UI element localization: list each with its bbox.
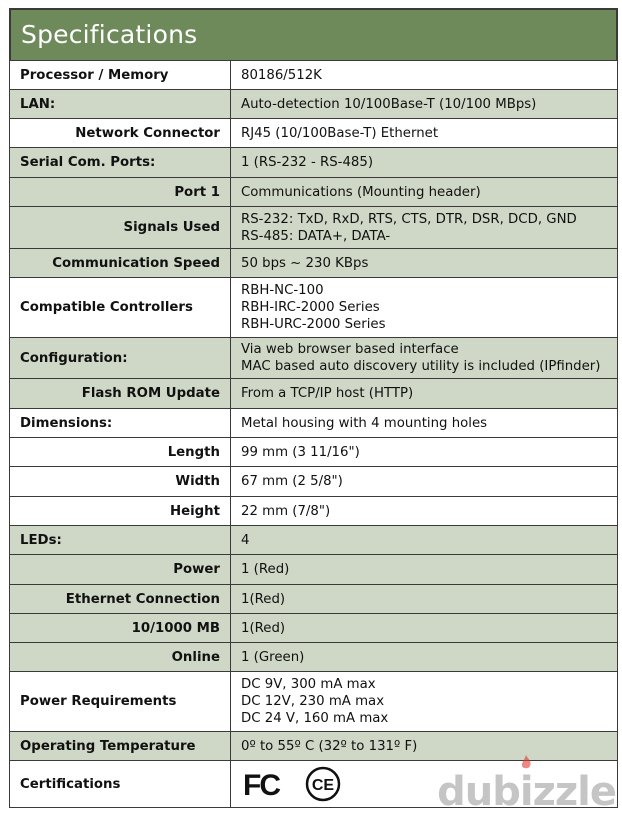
row-value [231, 438, 618, 467]
row-value-line: RBH-URC-2000 Series [241, 317, 386, 332]
row-value [231, 497, 618, 526]
table-row [10, 643, 618, 672]
row-value [231, 555, 618, 585]
row-value-line: Metal housing with 4 mounting holes [241, 415, 488, 431]
table-row [10, 497, 618, 526]
row-label: Processor / Memory [10, 61, 231, 90]
row-value [231, 119, 618, 148]
row-value-line: 0º to 55º C (32º to 131º F) [241, 738, 418, 754]
table-row [10, 672, 618, 732]
table-row [10, 614, 618, 643]
row-label: Height [10, 497, 231, 526]
row-label: Flash ROM Update [10, 379, 231, 409]
table-row [10, 119, 618, 148]
row-value-line: 4 [241, 532, 250, 548]
row-label: Operating Temperature [10, 732, 231, 761]
row-value-line: From a TCP/IP host (HTTP) [241, 386, 414, 401]
specifications-header [9, 8, 618, 60]
row-value [231, 90, 618, 119]
row-label: Ethernet Connection [10, 585, 231, 614]
row-value [231, 614, 618, 643]
ce-logo-icon [305, 766, 341, 802]
row-label: Dimensions: [10, 409, 231, 438]
row-label: Configuration: [10, 338, 231, 379]
table-row [10, 555, 618, 585]
ce-logo-text: CE [311, 777, 335, 794]
table-row [10, 409, 618, 438]
table-row [10, 278, 618, 338]
row-value-line: MAC based auto discovery utility is included (IPfinder) [241, 359, 601, 374]
row-label: Port 1 [10, 178, 231, 207]
row-value [231, 61, 618, 90]
row-value [231, 732, 618, 761]
row-value-line: 1 (RS-232 - RS-485) [241, 155, 374, 170]
table-row [10, 90, 618, 119]
row-value-line: DC 24 V, 160 mA max [241, 711, 389, 726]
row-value-line: 99 mm (3 11/16") [241, 444, 360, 460]
row-value [231, 643, 618, 672]
row-value [231, 148, 618, 178]
table-row [10, 438, 618, 467]
row-label: Serial Com. Ports: [10, 148, 231, 178]
table-row [10, 379, 618, 409]
table-row [10, 207, 618, 249]
row-value [231, 526, 618, 555]
row-value [231, 585, 618, 614]
row-value-line: 1(Red) [241, 591, 286, 607]
row-value-line: Auto-detection 10/100Base-T (10/100 MBps) [241, 96, 537, 112]
row-label: 10/1000 MB [10, 614, 231, 643]
row-value-line: Via web browser based interface [241, 342, 459, 357]
row-label: LAN: [10, 90, 231, 119]
fcc-logo-text: FC [243, 769, 279, 800]
row-value-line: 50 bps ~ 230 KBps [241, 255, 369, 271]
row-label: Online [10, 643, 231, 672]
fcc-logo-icon [241, 768, 287, 800]
row-value [231, 178, 618, 207]
row-value-line: RJ45 (10/100Base-T) Ethernet [241, 125, 439, 141]
row-label: LEDs: [10, 526, 231, 555]
row-value-line: 1 (Green) [241, 649, 305, 665]
page-title: Specifications [21, 20, 198, 49]
row-value-line: 67 mm (2 5/8") [241, 474, 343, 489]
row-value-line: 22 mm (7/8") [241, 503, 331, 519]
row-value-line: Communications (Mounting header) [241, 184, 481, 200]
row-value [231, 467, 618, 497]
table-row [10, 249, 618, 278]
row-value-line: 1 (Red) [241, 562, 290, 577]
row-value [231, 409, 618, 438]
row-label: Length [10, 438, 231, 467]
row-label: Certifications [10, 761, 231, 808]
row-value-line: RBH-IRC-2000 Series [241, 300, 380, 315]
table-row [10, 338, 618, 379]
table-row [10, 526, 618, 555]
table-row [10, 467, 618, 497]
row-label: Width [10, 467, 231, 497]
row-label: Power Requirements [10, 672, 231, 732]
row-label: Communication Speed [10, 249, 231, 278]
row-value-line: 80186/512K [241, 67, 322, 83]
row-value-line: RBH-NC-100 [241, 283, 324, 298]
watermark: dubizzle [437, 769, 616, 815]
table-row [10, 148, 618, 178]
row-label: Compatible Controllers [10, 278, 231, 338]
row-value-line: RS-485: DATA+, DATA- [241, 228, 391, 244]
row-value-line: 1(Red) [241, 620, 286, 636]
row-value-line: RS-232: TxD, RxD, RTS, CTS, DTR, DSR, DCD, GND [241, 211, 577, 227]
table-row [10, 178, 618, 207]
row-value [231, 278, 618, 338]
row-label: Power [10, 555, 231, 585]
spec-table [9, 60, 618, 808]
table-row [10, 585, 618, 614]
row-value [231, 338, 618, 379]
row-label: Network Connector [10, 119, 231, 148]
specifications-sheet [9, 8, 618, 808]
row-value-line: DC 9V, 300 mA max [241, 677, 376, 692]
row-value [231, 249, 618, 278]
row-value [231, 207, 618, 249]
row-value [231, 379, 618, 409]
row-value [231, 672, 618, 732]
table-row [10, 61, 618, 90]
row-label: Signals Used [10, 207, 231, 249]
row-value-line: DC 12V, 230 mA max [241, 694, 385, 709]
